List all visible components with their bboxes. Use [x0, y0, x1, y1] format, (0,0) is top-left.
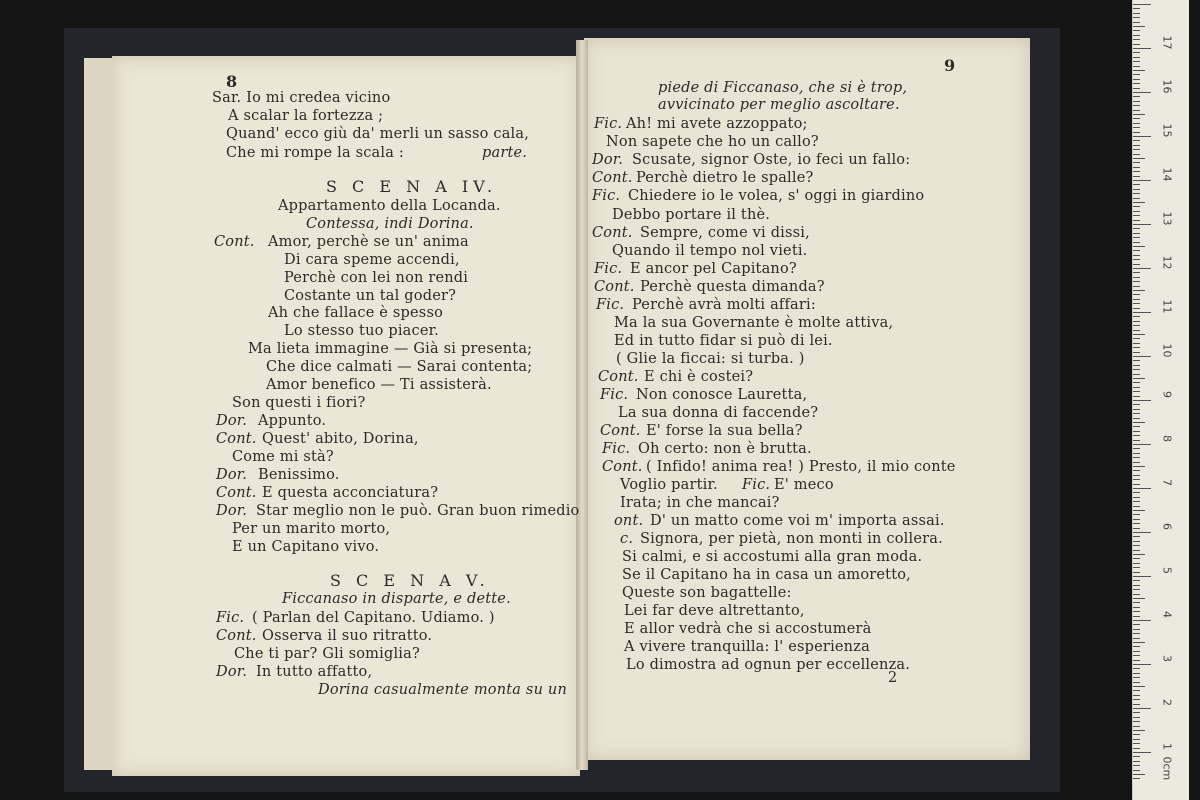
ruler-tick: [1133, 396, 1140, 397]
right_page-line: Fic.: [594, 261, 623, 277]
ruler-tick: [1133, 140, 1140, 141]
ruler-tick: [1133, 673, 1140, 674]
ruler-number: 12: [1160, 255, 1174, 270]
right_page-line: E chi è costei?: [644, 369, 754, 385]
ruler-tick: [1133, 479, 1140, 480]
ruler-tick: [1133, 448, 1140, 449]
ruler-tick: [1133, 154, 1140, 155]
left_page-line: E questa acconciatura?: [262, 485, 439, 501]
ruler-tick: [1133, 193, 1140, 194]
left_page-line: Come mi stà?: [232, 449, 334, 465]
ruler-tick: [1133, 110, 1140, 111]
ruler-tick: [1133, 435, 1140, 436]
ruler-tick: [1133, 413, 1140, 414]
ruler-tick: [1133, 774, 1145, 775]
right_page-line: A vivere tranquilla: l' esperienza: [624, 639, 870, 655]
ruler-tick: [1133, 607, 1140, 608]
ruler-tick: [1133, 519, 1140, 520]
ruler-tick: [1133, 176, 1140, 177]
left_page-line: Son questi i fiori?: [232, 395, 366, 411]
right_page-line: Fic.: [592, 188, 621, 204]
right_page-line: Signora, per pietà, non monti in collera.: [640, 531, 943, 547]
left_page-line: Dor.: [216, 503, 248, 519]
ruler-tick: [1133, 180, 1151, 181]
left_page-line: A scalar la fortezza ;: [228, 108, 384, 124]
ruler-tick: [1133, 761, 1140, 762]
right_page-line: Fic.: [600, 387, 629, 403]
ruler-tick: [1133, 726, 1140, 727]
ruler-tick: [1133, 431, 1140, 432]
ruler-tick: [1133, 66, 1140, 67]
ruler-tick: [1133, 105, 1140, 106]
ruler-tick: [1133, 770, 1140, 771]
ruler-tick: [1133, 589, 1140, 590]
ruler-tick: [1133, 101, 1140, 102]
ruler-tick: [1133, 682, 1140, 683]
ruler-tick: [1133, 739, 1140, 740]
right_page-line: Ah! mi avete azzoppato;: [626, 116, 808, 132]
ruler-tick: [1133, 778, 1140, 779]
ruler-tick: [1133, 356, 1151, 357]
ruler-tick: [1133, 664, 1151, 665]
ruler-tick: [1133, 523, 1140, 524]
ruler-tick: [1133, 303, 1140, 304]
right_page-line: Cont.: [592, 225, 633, 241]
ruler-tick: [1133, 299, 1140, 300]
ruler-tick: [1133, 321, 1140, 322]
ruler-tick: [1133, 334, 1145, 335]
ruler-tick: [1133, 690, 1140, 691]
ruler-tick: [1133, 558, 1140, 559]
left_page-line: parte.: [482, 145, 528, 161]
ruler-tick: [1133, 616, 1140, 617]
ruler-tick: [1133, 114, 1145, 115]
ruler-number: 7: [1160, 479, 1174, 486]
ruler-tick: [1133, 532, 1151, 533]
left_page-line: S C E N A IV.: [326, 177, 498, 196]
right_page-line: Cont.: [598, 369, 639, 385]
right_page-line: E' meco: [774, 477, 834, 493]
left_page-line: Appunto.: [258, 413, 327, 429]
ruler-tick: [1133, 585, 1140, 586]
ruler-tick: [1133, 145, 1140, 146]
ruler-tick: [1133, 418, 1140, 419]
ruler-tick: [1133, 30, 1140, 31]
ruler-tick: [1133, 594, 1140, 595]
ruler-tick: [1133, 378, 1145, 379]
right_page-line: Cont.: [594, 279, 635, 295]
ruler-tick: [1133, 316, 1140, 317]
left_page-line: Che ti par? Gli somiglia?: [234, 646, 420, 662]
ruler-tick: [1133, 536, 1140, 537]
right_page-line: Fic.: [602, 441, 631, 457]
left_page-line: Costante un tal goder?: [284, 288, 457, 304]
ruler-tick: [1133, 347, 1140, 348]
right_page-line: Voglio partir.: [620, 477, 718, 493]
right_page-line: Perchè questa dimanda?: [640, 279, 825, 295]
ruler-tick: [1133, 660, 1140, 661]
ruler-tick: [1133, 382, 1140, 383]
ruler-tick: [1133, 26, 1145, 27]
measuring-ruler: [1132, 0, 1189, 800]
right_page-line: Perchè dietro le spalle?: [636, 170, 814, 186]
right_page-line: Perchè avrà molti affari:: [632, 297, 816, 313]
ruler-tick: [1133, 422, 1145, 423]
ruler-tick: [1133, 580, 1140, 581]
ruler-tick: [1133, 136, 1151, 137]
right_page-line: Chiedere io le volea, s' oggi in giardino: [628, 188, 925, 204]
ruler-tick: [1133, 250, 1140, 251]
ruler-tick: [1133, 118, 1140, 119]
ruler-tick: [1133, 695, 1140, 696]
ruler-tick: [1133, 734, 1140, 735]
ruler-tick: [1133, 35, 1140, 36]
ruler-tick: [1133, 259, 1140, 260]
ruler-number: 4: [1160, 611, 1174, 618]
right_page-line: ( Glie la ficcai: si turba. ): [616, 351, 805, 367]
ruler-tick: [1133, 620, 1151, 621]
ruler-tick: [1133, 440, 1140, 441]
ruler-tick: [1133, 330, 1140, 331]
ruler-tick: [1133, 308, 1140, 309]
ruler-tick: [1133, 374, 1140, 375]
ruler-number: 17: [1160, 35, 1174, 50]
ruler-tick: [1133, 189, 1140, 190]
right_page-line: D' un matto come voi m' importa assai.: [650, 513, 945, 529]
ruler-tick: [1133, 206, 1140, 207]
left_page-line: Amor benefico — Ti assisterà.: [266, 377, 492, 393]
right_page-line: Fic.: [596, 297, 625, 313]
ruler-unit-label: 0cm: [1160, 756, 1174, 781]
right_page-line: Cont.: [600, 423, 641, 439]
right_page-line: Si calmi, e si accostumi alla gran moda.: [622, 549, 923, 565]
left_page-line: Ficcanaso in disparte, e dette.: [282, 591, 511, 607]
ruler-tick: [1133, 88, 1140, 89]
ruler-tick: [1133, 642, 1145, 643]
ruler-tick: [1133, 453, 1140, 454]
ruler-tick: [1133, 281, 1140, 282]
left_page-line: Lo stesso tuo piacer.: [284, 323, 439, 339]
ruler-tick: [1133, 501, 1140, 502]
ruler-tick: [1133, 624, 1140, 625]
right_page-line: Non conosce Lauretta,: [636, 387, 808, 403]
ruler-number: 9: [1160, 391, 1174, 398]
ruler-tick: [1133, 598, 1145, 599]
ruler-tick: [1133, 228, 1140, 229]
ruler-tick: [1133, 338, 1140, 339]
ruler-number: 6: [1160, 523, 1174, 530]
left_page-line: S C E N A V.: [330, 571, 490, 590]
ruler-tick: [1133, 294, 1140, 295]
ruler-tick: [1133, 171, 1140, 172]
ruler-tick: [1133, 444, 1151, 445]
left_page-line: Che dice calmati — Sarai contenta;: [266, 359, 533, 375]
ruler-tick: [1133, 466, 1145, 467]
left_page-line: Fic.: [216, 610, 245, 626]
left_page-line: Per un marito morto,: [232, 521, 391, 537]
right_page-line: E ancor pel Capitano?: [630, 261, 797, 277]
ruler-tick: [1133, 92, 1151, 93]
ruler-tick: [1133, 730, 1145, 731]
right_page-line: Fic.: [742, 477, 771, 493]
left_page-line: Dor.: [216, 664, 248, 680]
ruler-tick: [1133, 79, 1140, 80]
ruler-tick: [1133, 52, 1140, 53]
left_page-line: E un Capitano vivo.: [232, 539, 380, 555]
right_page-line: Fic.: [594, 116, 623, 132]
ruler-tick: [1133, 404, 1140, 405]
ruler-tick: [1133, 765, 1140, 766]
ruler-tick: [1133, 506, 1140, 507]
right_page-line: Irata; in che mancai?: [620, 495, 780, 511]
ruler-tick: [1133, 400, 1151, 401]
right_page-line: Debbo portare il thè.: [612, 207, 771, 223]
ruler-tick: [1133, 514, 1140, 515]
ruler-tick: [1133, 220, 1140, 221]
ruler-tick: [1133, 352, 1140, 353]
left_page-line: Di cara speme accendi,: [284, 252, 460, 268]
ruler-tick: [1133, 312, 1151, 313]
left_page-line: ( Parlan del Capitano. Udiamo. ): [252, 610, 495, 626]
ruler-tick: [1133, 677, 1140, 678]
ruler-tick: [1133, 541, 1140, 542]
ruler-tick: [1133, 290, 1145, 291]
ruler-tick: [1133, 61, 1140, 62]
ruler-tick: [1133, 132, 1140, 133]
ruler-tick: [1133, 264, 1140, 265]
left_page-line: Amor, perchè se un' anima: [268, 234, 469, 250]
ruler-tick: [1133, 237, 1140, 238]
right_page-line: E allor vedrà che si accostumerà: [624, 621, 872, 637]
right_page-line: ont.: [614, 513, 644, 529]
ruler-tick: [1133, 369, 1140, 370]
ruler-tick: [1133, 17, 1140, 18]
left_page-line: Dor.: [216, 467, 248, 483]
ruler-tick: [1133, 286, 1140, 287]
left_page-line: Che mi rompe la scala :: [226, 145, 404, 161]
ruler-tick: [1133, 712, 1140, 713]
ruler-tick: [1133, 484, 1140, 485]
ruler-tick: [1133, 563, 1140, 564]
ruler-tick: [1133, 629, 1140, 630]
ruler-tick: [1133, 211, 1140, 212]
ruler-tick: [1133, 668, 1140, 669]
left_page-line: Quand' ecco giù da' merli un sasso cala,: [226, 126, 530, 142]
ruler-tick: [1133, 44, 1140, 45]
right_page-line: Lei far deve altrettanto,: [624, 603, 805, 619]
right_page-line: Quando il tempo nol vieti.: [612, 243, 808, 259]
right_page-line: Dor.: [592, 152, 624, 168]
ruler-number: 3: [1160, 655, 1174, 662]
ruler-tick: [1133, 426, 1140, 427]
ruler-tick: [1133, 4, 1151, 5]
ruler-tick: [1133, 127, 1140, 128]
ruler-tick: [1133, 158, 1145, 159]
ruler-tick: [1133, 633, 1140, 634]
ruler-tick: [1133, 475, 1140, 476]
ruler-tick: [1133, 184, 1140, 185]
right_page-line: Se il Capitano ha in casa un amoretto,: [622, 567, 911, 583]
right_page-line: Oh certo: non è brutta.: [638, 441, 812, 457]
right_page-line: Cont.: [592, 170, 633, 186]
left_page-line: Benissimo.: [258, 467, 340, 483]
ruler-tick: [1133, 198, 1140, 199]
ruler-tick: [1133, 13, 1140, 14]
left-page-number: 8: [226, 72, 238, 91]
right_page-line: Ma la sua Governante è molte attiva,: [614, 315, 894, 331]
left_page-line: Ma lieta immagine — Già si presenta;: [248, 341, 533, 357]
left_page-line: Appartamento della Locanda.: [278, 198, 501, 214]
right_page-line: Lo dimostra ad ognun per eccellenza.: [626, 657, 911, 673]
ruler-tick: [1133, 708, 1151, 709]
ruler-tick: [1133, 554, 1145, 555]
right_page-line: avvicinato per meglio ascoltare.: [658, 97, 900, 113]
ruler-tick: [1133, 470, 1140, 471]
ruler-tick: [1133, 704, 1140, 705]
ruler-number: 14: [1160, 167, 1174, 182]
ruler-number: 13: [1160, 211, 1174, 226]
ruler-tick: [1133, 721, 1140, 722]
ruler-tick: [1133, 756, 1140, 757]
ruler-tick: [1133, 611, 1140, 612]
ruler-tick: [1133, 699, 1140, 700]
left_page-line: Dor.: [216, 413, 248, 429]
ruler-tick: [1133, 167, 1140, 168]
ruler-tick: [1133, 743, 1140, 744]
ruler-tick: [1133, 39, 1140, 40]
ruler-tick: [1133, 646, 1140, 647]
ruler-tick: [1133, 457, 1140, 458]
ruler-number: 8: [1160, 435, 1174, 442]
ruler-tick: [1133, 686, 1145, 687]
left_page-line: Ah che fallace è spesso: [268, 305, 444, 321]
ruler-tick: [1133, 202, 1145, 203]
ruler-tick: [1133, 528, 1140, 529]
ruler-number: 1: [1160, 743, 1174, 750]
ruler-number: 11: [1160, 299, 1174, 314]
left_page-line: Osserva il suo ritratto.: [262, 628, 433, 644]
ruler-tick: [1133, 488, 1151, 489]
ruler-tick: [1133, 655, 1140, 656]
right_page-line: Non sapete che ho un callo?: [606, 134, 819, 150]
ruler-tick: [1133, 96, 1140, 97]
ruler-tick: [1133, 510, 1145, 511]
ruler-tick: [1133, 123, 1140, 124]
ruler-tick: [1133, 162, 1140, 163]
right_page-line: La sua donna di faccende?: [618, 405, 819, 421]
ruler-tick: [1133, 409, 1140, 410]
ruler-tick: [1133, 70, 1145, 71]
ruler-tick: [1133, 752, 1151, 753]
ruler-tick: [1133, 22, 1140, 23]
ruler-tick: [1133, 74, 1140, 75]
right_page-line: Sempre, come vi dissi,: [640, 225, 810, 241]
ruler-tick: [1133, 48, 1151, 49]
ruler-tick: [1133, 343, 1140, 344]
ruler-tick: [1133, 242, 1140, 243]
ruler-tick: [1133, 149, 1140, 150]
ruler-tick: [1133, 576, 1151, 577]
left_page-line: Perchè con lei non rendi: [284, 270, 469, 286]
ruler-tick: [1133, 246, 1145, 247]
ruler-tick: [1133, 717, 1140, 718]
left_page-line: Cont.: [216, 628, 257, 644]
right_page-line: E' forse la sua bella?: [646, 423, 803, 439]
ruler-number: 5: [1160, 567, 1174, 574]
ruler-tick: [1133, 572, 1140, 573]
left_page-line: Dorina casualmente monta su un: [318, 682, 567, 698]
ruler-tick: [1133, 255, 1140, 256]
right_page-line: Cont.: [602, 459, 643, 475]
right_page-line: ( Infido! anima rea! ) Presto, il mio conte: [646, 459, 956, 475]
ruler-tick: [1133, 325, 1140, 326]
ruler-tick: [1133, 545, 1140, 546]
ruler-tick: [1133, 215, 1140, 216]
right-page-number: 9: [944, 56, 956, 75]
ruler-tick: [1133, 360, 1140, 361]
ruler-tick: [1133, 492, 1140, 493]
left_page-line: Cont.: [214, 234, 255, 250]
ruler-tick: [1133, 497, 1140, 498]
ruler-tick: [1133, 462, 1140, 463]
left_page-line: Cont.: [216, 431, 257, 447]
ruler-tick: [1133, 651, 1140, 652]
ruler-tick: [1133, 391, 1140, 392]
ruler-tick: [1133, 272, 1140, 273]
right_page-line: piede di Ficcanaso, che si è trop,: [658, 80, 908, 96]
ruler-number: 10: [1160, 343, 1174, 358]
left_page-line: In tutto affatto,: [256, 664, 373, 680]
ruler-tick: [1133, 8, 1140, 9]
ruler-tick: [1133, 224, 1151, 225]
left_page-line: Sar. Io mi credea vicino: [212, 90, 391, 106]
right_page-line: Ed in tutto fidar si può di lei.: [614, 333, 833, 349]
left_page-line: Quest' abito, Dorina,: [262, 431, 419, 447]
ruler-tick: [1133, 550, 1140, 551]
ruler-tick: [1133, 387, 1140, 388]
ruler-tick: [1133, 365, 1140, 366]
ruler-tick: [1133, 638, 1140, 639]
ruler-tick: [1133, 602, 1140, 603]
ruler-tick: [1133, 567, 1140, 568]
left_page-line: Star meglio non le può. Gran buon rimedio: [256, 503, 580, 519]
ruler-tick: [1133, 277, 1140, 278]
ruler-number: 16: [1160, 79, 1174, 94]
left_page-line: Cont.: [216, 485, 257, 501]
right_page-line: Queste son bagattelle:: [622, 585, 792, 601]
ruler-tick: [1133, 233, 1140, 234]
right_page-line: 2: [888, 670, 898, 686]
right_page-line: c.: [620, 531, 634, 547]
ruler-tick: [1133, 268, 1151, 269]
book-gutter: [576, 40, 588, 770]
ruler-tick: [1133, 57, 1140, 58]
ruler-number: 2: [1160, 699, 1174, 706]
ruler-number: 15: [1160, 123, 1174, 138]
right_page-line: Scusate, signor Oste, io feci un fallo:: [632, 152, 911, 168]
ruler-tick: [1133, 83, 1140, 84]
ruler-tick: [1133, 748, 1140, 749]
left_page-line: Contessa, indi Dorina.: [306, 216, 474, 232]
